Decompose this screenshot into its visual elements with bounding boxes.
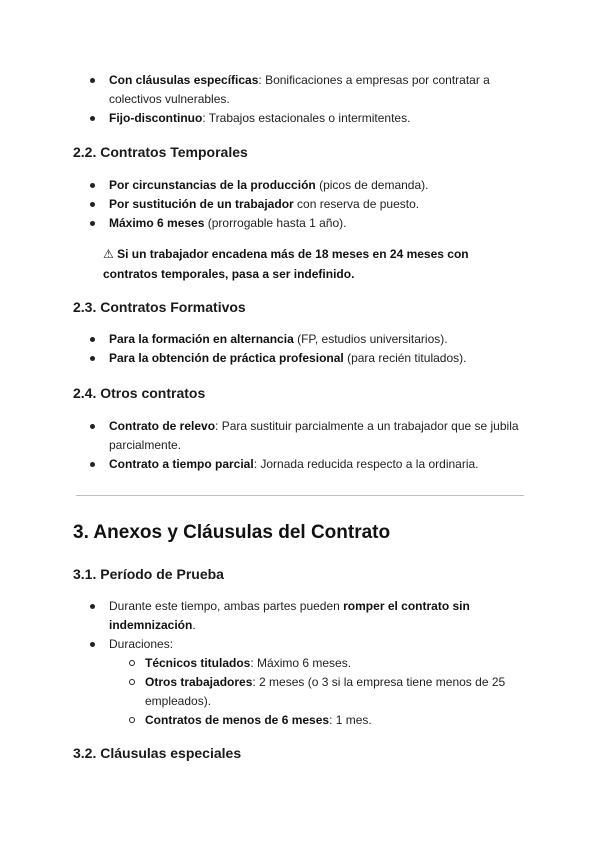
section-heading-2-3: 2.3. Contratos Formativos (73, 299, 246, 315)
sub-list-item (0, 673, 600, 711)
bullet-icon (90, 78, 95, 83)
other-contracts-list (0, 417, 600, 474)
circle-bullet-icon (129, 679, 135, 685)
section-heading-2-2: 2.2. Contratos Temporales (73, 144, 248, 160)
bullet-icon (90, 183, 95, 188)
sub-list-item (0, 654, 600, 673)
item-term: Fijo-discontinuo (109, 111, 203, 125)
item-description: (picos de demanda). (315, 178, 429, 192)
item-term: Máximo 6 meses (109, 216, 205, 230)
item-term: Por sustitución de un trabajador (109, 197, 294, 211)
item-term: Otros trabajadores (145, 675, 253, 689)
item-term: Técnicos titulados (145, 656, 251, 670)
item-description: : 2 meses (o 3 si la empresa tiene menos de 25 empleados). (145, 675, 506, 708)
item-term: Contratos de menos de 6 meses (145, 713, 330, 727)
bullet-icon (90, 116, 95, 121)
list-item (0, 195, 600, 214)
list-item (0, 214, 600, 233)
list-item (0, 176, 600, 195)
list-item (0, 330, 600, 349)
item-description: (para recién titulados). (343, 351, 467, 365)
circle-bullet-icon (129, 717, 135, 723)
circle-bullet-icon (129, 660, 135, 666)
section-heading-3-1: 3.1. Período de Prueba (73, 566, 224, 582)
list-item (0, 417, 600, 455)
list-item (0, 349, 600, 368)
bullet-icon (90, 356, 95, 361)
item-description: : 1 mes. (329, 713, 372, 727)
trial-period-list (0, 597, 600, 730)
item-description: (FP, estudios universitarios). (293, 332, 448, 346)
item-term: Con cláusulas específicas (109, 73, 259, 87)
item-term: romper el contrato sin indemnización (109, 599, 470, 632)
bullet-icon (90, 202, 95, 207)
section-heading-2-4: 2.4. Otros contratos (73, 385, 206, 401)
item-description: : Para sustituir parcialmente a un trabajador que se jubila parcialmente. (109, 419, 519, 452)
item-description: : Jornada reducida respecto a la ordinaria. (253, 457, 479, 471)
bullet-icon (90, 337, 95, 342)
item-term: Para la formación en alternancia (109, 332, 294, 346)
item-term: Contrato a tiempo parcial (109, 457, 254, 471)
item-text-end: . (192, 618, 196, 632)
contract-types-list (0, 71, 600, 128)
list-item (0, 71, 600, 109)
bullet-icon (90, 642, 95, 647)
item-description: (prorrogable hasta 1 año). (204, 216, 347, 230)
item-term: Por circunstancias de la producción (109, 178, 316, 192)
bullet-icon (90, 221, 95, 226)
item-term: Contrato de relevo (109, 419, 216, 433)
temporary-contracts-list (0, 176, 600, 233)
item-description: con reserva de puesto. (293, 197, 420, 211)
horizontal-divider (76, 495, 524, 496)
list-item (0, 455, 600, 474)
item-text: Durante este tiempo, ambas partes pueden (109, 599, 344, 613)
item-term: Para la obtención de práctica profesional (109, 351, 344, 365)
list-item (0, 597, 600, 635)
item-text: Duraciones: (109, 637, 174, 651)
item-description: : Bonificaciones a empresas por contratar a colectivos vulnerables. (109, 73, 490, 106)
section-heading-3: 3. Anexos y Cláusulas del Contrato (73, 522, 391, 543)
warning-icon: ⚠ (103, 247, 114, 261)
section-heading-3-2: 3.2. Cláusulas especiales (73, 745, 242, 761)
training-contracts-list (0, 330, 600, 368)
warning-text: Si un trabajador encadena más de 18 meses en 24 meses con contratos temporales, pasa a ser indefinido. (103, 247, 469, 281)
list-item (0, 635, 600, 654)
warning-note (103, 244, 503, 284)
item-description: : Máximo 6 meses. (250, 656, 352, 670)
bullet-icon (90, 462, 95, 467)
sub-list-item (0, 711, 600, 730)
bullet-icon (90, 604, 95, 609)
item-description: : Trabajos estacionales o intermitentes. (202, 111, 411, 125)
bullet-icon (90, 424, 95, 429)
list-item (0, 109, 600, 128)
